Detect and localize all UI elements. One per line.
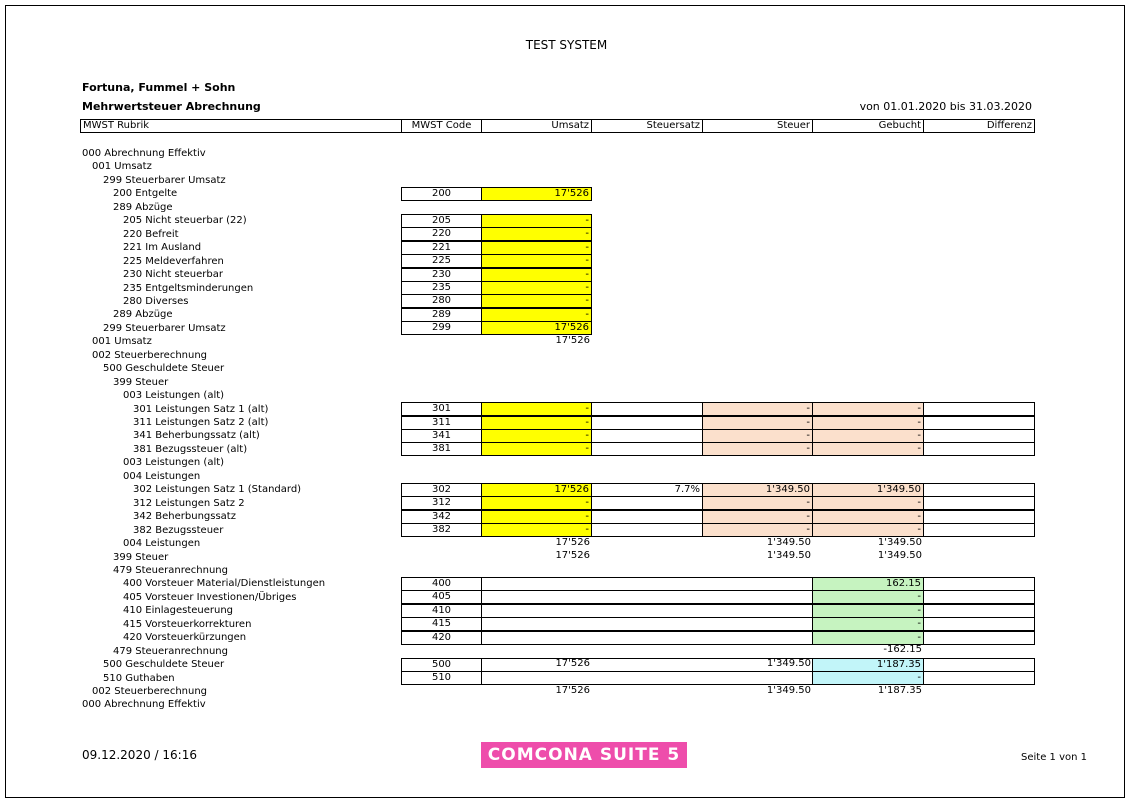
cell-span <box>481 631 813 645</box>
row-label: 004 Leistungen <box>123 470 201 482</box>
cell-code: 342 <box>401 510 482 524</box>
cell-code: 280 <box>401 294 482 308</box>
cell-umsatz: - <box>481 523 592 537</box>
row-label: 301 Leistungen Satz 1 (alt) <box>133 403 269 415</box>
cell-steuer: 1'349.50 <box>702 483 813 497</box>
cell-gebucht: -162.15 <box>883 644 922 656</box>
cell-umsatz: - <box>481 308 592 322</box>
row-label: 000 Abrechnung Effektiv <box>82 148 206 159</box>
cell-umsatz: 17'526 <box>555 536 590 548</box>
cell-umsatz: 17'526 <box>555 684 590 696</box>
cell-steuer: - <box>702 416 813 430</box>
cell-diff <box>923 429 1035 443</box>
cell-diff <box>923 416 1035 430</box>
cell-gebucht: - <box>812 416 924 430</box>
row-label: 000 Abrechnung Effektiv <box>82 699 206 711</box>
row-label: 312 Leistungen Satz 2 <box>133 497 245 509</box>
row-label: 420 Vorsteuerkürzungen <box>123 632 247 644</box>
cell-satz <box>591 496 703 510</box>
cell-gebucht: - <box>812 510 924 524</box>
cell-code: 220 <box>401 227 482 241</box>
cell-umsatz: - <box>481 268 592 282</box>
row-label: 299 Steuerbarer Umsatz <box>103 322 226 334</box>
cell-umsatz: - <box>481 227 592 241</box>
row-label: 415 Vorsteuerkorrekturen <box>123 618 252 630</box>
row-label: 001 Umsatz <box>92 336 152 348</box>
row-label: 221 Im Ausland <box>123 242 202 254</box>
cell-code: 341 <box>401 429 482 443</box>
cell-gebucht: - <box>812 402 924 416</box>
row-label: 003 Leistungen (alt) <box>123 457 225 469</box>
cell-gebucht: - <box>812 590 924 604</box>
cell-code: 312 <box>401 496 482 510</box>
cell-gebucht: 1'349.50 <box>877 550 922 561</box>
cell-code: 302 <box>401 483 482 497</box>
col-header-differenz: Differenz <box>923 119 1035 133</box>
row-label: 235 Entgeltsminderungen <box>123 282 254 294</box>
row-label: 342 Beherbungssatz <box>133 511 236 523</box>
cell-umsatz: - <box>481 214 592 228</box>
cell-span <box>481 671 813 685</box>
cell-umsatz: - <box>481 442 592 456</box>
report-title: Mehrwertsteuer Abrechnung <box>82 100 261 113</box>
cell-code: 420 <box>401 631 482 645</box>
cell-code: 301 <box>401 402 482 416</box>
cell-umsatz: - <box>481 294 592 308</box>
print-datetime: 09.12.2020 / 16:16 <box>82 748 197 762</box>
row-label: 341 Beherbungssatz (alt) <box>133 430 260 442</box>
col-header-steuersatz: Steuersatz <box>591 119 703 133</box>
row-label: 405 Vorsteuer Investionen/Übriges <box>123 591 297 603</box>
cell-code: 410 <box>401 604 482 618</box>
cell-diff <box>923 658 1035 672</box>
cell-code: 225 <box>401 254 482 268</box>
cell-umsatz: - <box>481 416 592 430</box>
cell-diff <box>923 604 1035 618</box>
cell-umsatz: 17'526 <box>481 187 592 201</box>
row-label: 004 Leistungen <box>123 538 201 550</box>
cell-satz <box>591 523 703 537</box>
cell-diff <box>923 577 1035 591</box>
page-number: Seite 1 von 1 <box>1021 752 1087 763</box>
cell-code: 405 <box>401 590 482 604</box>
cell-diff <box>923 496 1035 510</box>
cell-satz <box>591 510 703 524</box>
cell-span <box>481 590 813 604</box>
cell-gebucht: 1'349.50 <box>812 483 924 497</box>
row-label: 289 Abzüge <box>113 309 173 321</box>
cell-code: 381 <box>401 442 482 456</box>
cell-gebucht: - <box>812 617 924 631</box>
comcona-logo: COMCONA SUITE 5 <box>481 742 687 768</box>
row-label: 400 Vorsteuer Material/Dienstleistungen <box>123 578 326 590</box>
cell-gebucht: - <box>812 496 924 510</box>
cell-diff <box>923 402 1035 416</box>
cell-code: 415 <box>401 617 482 631</box>
row-label: 289 Abzüge <box>113 201 173 213</box>
cell-umsatz: - <box>481 281 592 295</box>
cell-steuer: - <box>702 523 813 537</box>
cell-code: 200 <box>401 187 482 201</box>
cell-satz: 7.7% <box>591 483 703 497</box>
cell-diff <box>923 510 1035 524</box>
row-label: 230 Nicht steuerbar <box>123 269 223 281</box>
cell-umsatz: 17'526 <box>555 334 590 346</box>
cell-gebucht: 1'187.35 <box>877 684 922 696</box>
col-header-umsatz: Umsatz <box>481 119 592 133</box>
row-label: 002 Steuerberechnung <box>92 349 208 361</box>
cell-diff <box>923 442 1035 456</box>
cell-steuer: - <box>702 429 813 443</box>
cell-satz <box>591 416 703 430</box>
cell-satz <box>591 402 703 416</box>
row-label: 381 Bezugssteuer (alt) <box>133 443 248 455</box>
row-label: 225 Meldeverfahren <box>123 255 224 267</box>
cell-gebucht: - <box>812 523 924 537</box>
cell-code: 230 <box>401 268 482 282</box>
row-label: 205 Nicht steuerbar (22) <box>123 215 247 227</box>
row-label: 003 Leistungen (alt) <box>123 390 225 402</box>
row-label: 500 Geschuldete Steuer <box>103 363 225 375</box>
cell-gebucht: 1'349.50 <box>877 536 922 548</box>
cell-steuer: - <box>702 496 813 510</box>
col-header-steuer: Steuer <box>702 119 813 133</box>
cell-span <box>481 577 813 591</box>
cell-gebucht: - <box>812 604 924 618</box>
cell-code: 382 <box>401 523 482 537</box>
cell-code: 400 <box>401 577 482 591</box>
cell-code: 221 <box>401 241 482 255</box>
cell-gebucht: 162.15 <box>812 577 924 591</box>
cell-diff <box>923 483 1035 497</box>
cell-satz <box>591 429 703 443</box>
cell-code: 299 <box>401 321 482 335</box>
row-label: 200 Entgelte <box>113 188 178 200</box>
row-label: 479 Steueranrechnung <box>113 645 228 657</box>
cell-diff <box>923 617 1035 631</box>
cell-code: 289 <box>401 308 482 322</box>
row-label: 382 Bezugssteuer <box>133 524 224 536</box>
row-label: 001 Umsatz <box>92 161 152 173</box>
cell-steuer: - <box>702 442 813 456</box>
row-label: 410 Einlagesteuerung <box>123 605 234 617</box>
cell-umsatz: - <box>481 254 592 268</box>
col-header-code: MWST Code <box>401 119 482 133</box>
col-header-rubrik: MWST Rubrik <box>80 119 402 133</box>
cell-umsatz: 17'526 <box>481 483 592 497</box>
cell-umsatz: 17'526 <box>481 321 592 335</box>
cell-diff <box>923 631 1035 645</box>
cell-code: 311 <box>401 416 482 430</box>
company-name: Fortuna, Fummel + Sohn <box>82 81 236 94</box>
row-label: 311 Leistungen Satz 2 (alt) <box>133 417 269 428</box>
cell-gebucht: - <box>812 429 924 443</box>
report-period: von 01.01.2020 bis 31.03.2020 <box>859 100 1032 113</box>
cell-umsatz: 17'526 <box>555 550 590 561</box>
row-label: 299 Steuerbarer Umsatz <box>103 174 226 186</box>
row-label: 399 Steuer <box>113 551 169 563</box>
cell-steuer: 1'349.50 <box>766 536 811 548</box>
cell-umsatz: - <box>481 241 592 255</box>
cell-gebucht: 1'187.35 <box>812 658 924 672</box>
cell-steuer: 1'349.50 <box>766 550 811 561</box>
row-label: 002 Steuerberechnung <box>92 686 208 697</box>
cell-umsatz: - <box>481 402 592 416</box>
cell-gebucht: - <box>812 442 924 456</box>
row-label: 479 Steueranrechnung <box>113 564 228 576</box>
cell-code: 235 <box>401 281 482 295</box>
cell-code: 500 <box>401 658 482 672</box>
row-label: 280 Diverses <box>123 295 189 307</box>
row-label: 302 Leistungen Satz 1 (Standard) <box>133 484 302 496</box>
cell-umsatz: 17'526 <box>555 657 590 669</box>
col-header-gebucht: Gebucht <box>812 119 924 133</box>
cell-code: 205 <box>401 214 482 228</box>
row-label: 510 Guthaben <box>103 672 175 684</box>
cell-steuer: - <box>702 510 813 524</box>
cell-gebucht: - <box>812 671 924 685</box>
cell-umsatz: - <box>481 510 592 524</box>
row-label: 220 Befreit <box>123 228 179 240</box>
row-label: 399 Steuer <box>113 376 169 388</box>
cell-satz <box>591 442 703 456</box>
cell-code: 510 <box>401 671 482 685</box>
cell-span <box>481 617 813 631</box>
cell-umsatz: - <box>481 496 592 510</box>
cell-steuer: - <box>702 402 813 416</box>
system-title: TEST SYSTEM <box>525 38 608 52</box>
cell-umsatz: - <box>481 429 592 443</box>
row-label: 500 Geschuldete Steuer <box>103 659 225 671</box>
cell-diff <box>923 523 1035 537</box>
cell-span <box>481 604 813 618</box>
cell-gebucht: - <box>812 631 924 645</box>
cell-steuer: 1'349.50 <box>766 657 811 669</box>
cell-diff <box>923 671 1035 685</box>
cell-diff <box>923 590 1035 604</box>
cell-steuer: 1'349.50 <box>766 684 811 696</box>
